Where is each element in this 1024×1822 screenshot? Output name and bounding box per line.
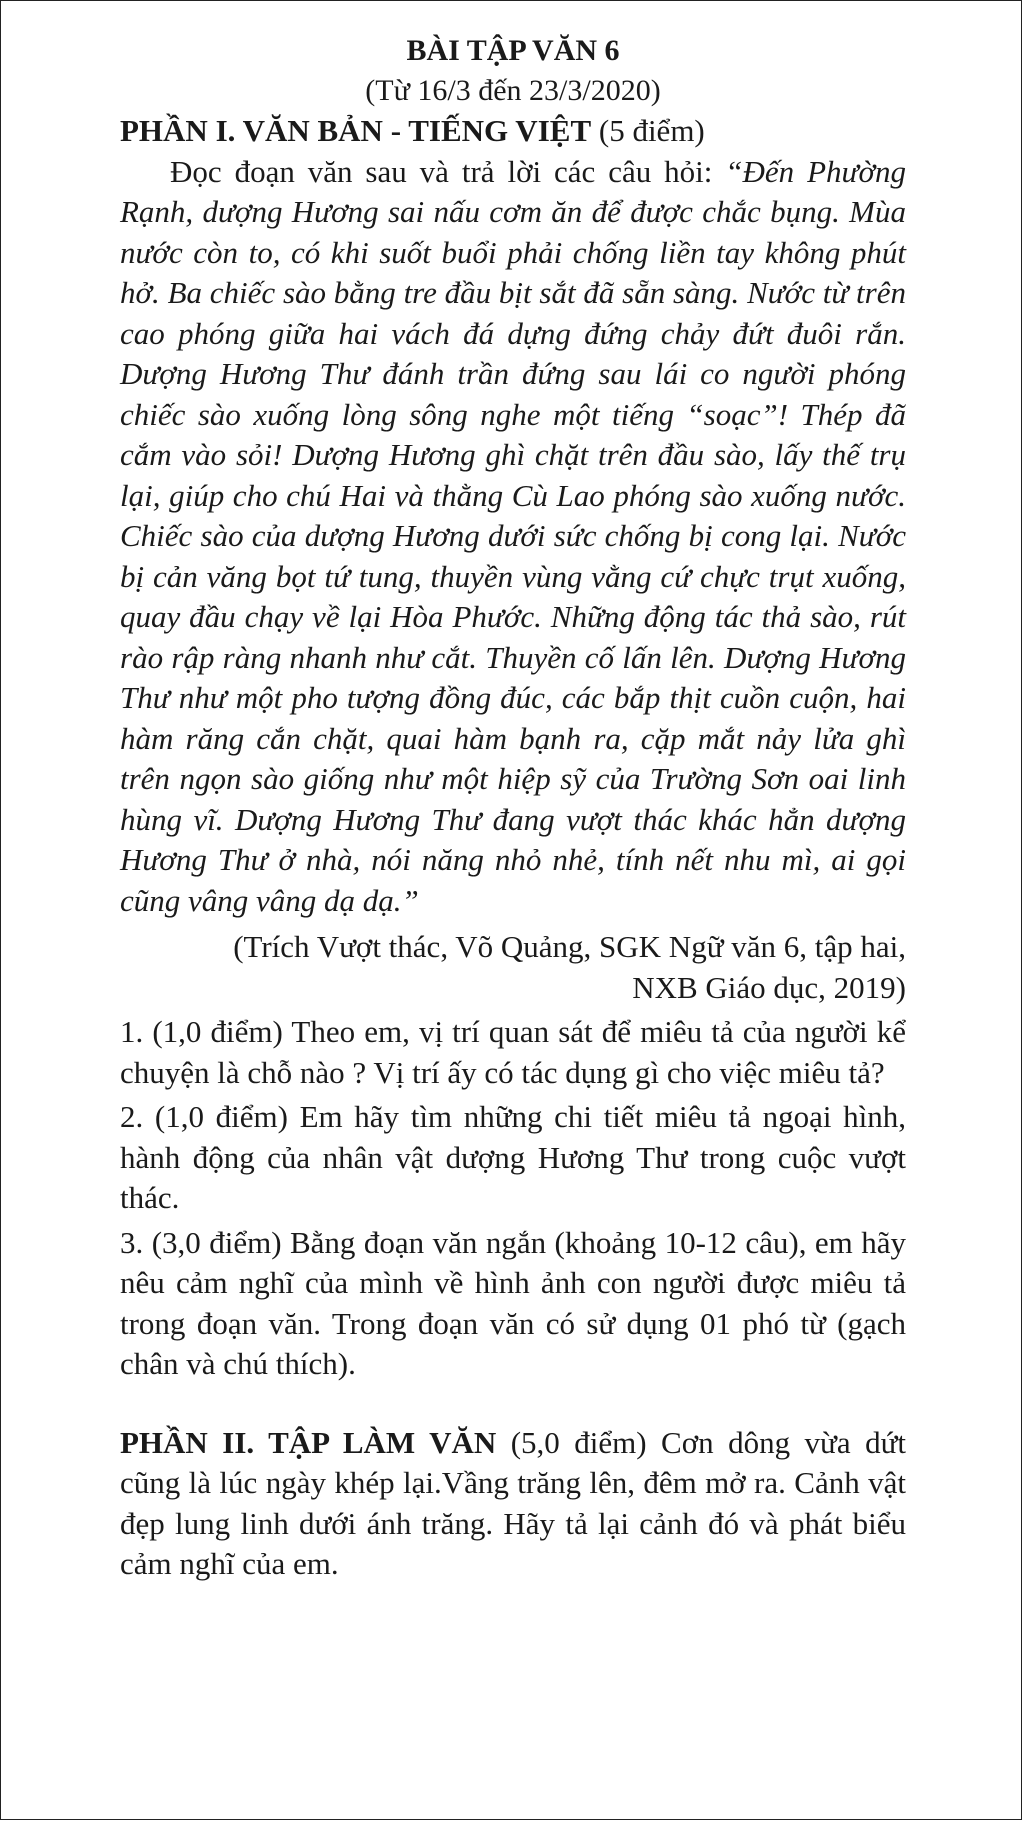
question-2: 2. (1,0 điểm) Em hãy tìm những chi tiết miêu tả ngoại hình, hành động của nhân vật dượng Hương Thư trong cuộc vượt thác. xyxy=(120,1099,906,1215)
part1-heading-line xyxy=(120,111,906,152)
reading-passage xyxy=(120,152,906,922)
source-line-1: (Trích Vượt thác, Võ Quảng, SGK Ngữ văn 6, tập hai, xyxy=(233,929,906,964)
question-3: 3. (3,0 điểm) Bằng đoạn văn ngắn (khoảng 10-12 câu), em hãy nêu cảm nghĩ của mình về hình ảnh con người được miêu tả trong đoạn văn. Trong đoạn văn có sử dụng 01 phó từ (gạch chân và chú thích). xyxy=(120,1224,906,1381)
date-range: (Từ 16/3 đến 23/3/2020) xyxy=(365,74,661,107)
source-line-2: NXB Giáo dục, 2019) xyxy=(632,969,906,1005)
passage-text: “Đến Phường Rạnh, dượng Hương sai nấu cơm ăn để được chắc bụng. Mùa nước còn to, có khi suốt buổi phải chống liền tay không phút hở. Ba chiếc sào bằng tre đầu bịt sắt đã sẵn sàng. Nước từ trên cao phóng giữa hai vách đá dựng đứng chảy đứt đuôi rắn. Dượng Hương Thư đánh trần đứng sau lái co người phóng chiếc sào xuống lòng sông nghe một tiếng “soạc”! Thép đã cắm vào sỏi! Dượng Hương ghì chặt trên đầu sào, lấy thế trụ lại, giúp cho chú Hai và thằng Cù Lao phóng sào xuống nước. Chiếc sào của dượng Hương dưới sức chống bị cong lại. Nước bị cản văng bọt tứ tung, thuyền vùng vằng cứ chực trụt xuống, quay đầu chạy về lại Hòa Phước. Những động tác thả sào, rút rào rập ràng nhanh như cắt. Thuyền cố lấn lên. Dượng Hương Thư như một pho tượng đồng đúc, các bắp thịt cuồn cuộn, hai hàm răng cắn chặt, quai hàm bạnh ra, cặp mắt nảy lửa ghì trên ngọn sào giống như một hiệp sỹ của Trường Sơn oai linh hùng vĩ. Dượng Hương Thư đang vượt thác khác hẳn dượng Hương Thư ở nhà, nói năng nhỏ nhẻ, tính nết nhu mì, ai gọi cũng vâng vâng dạ dạ.” xyxy=(120,153,906,918)
part2-heading: PHẦN II. TẬP LÀM VĂN xyxy=(120,1424,497,1460)
part1-points: (5 điểm) xyxy=(591,113,705,148)
question-1: 1. (1,0 điểm) Theo em, vị trí quan sát để miêu tả của người kể chuyện là chỗ nào ? Vị trí ấy có tác dụng gì cho việc miêu tả? xyxy=(120,1014,906,1090)
document-content xyxy=(120,31,906,1585)
passage-source xyxy=(120,927,906,1008)
document-title: BÀI TẬP VĂN 6 xyxy=(406,34,620,67)
part2-text: (5,0 điểm) Cơn dông vừa dứt cũng là lúc ngày khép lại.Vầng trăng lên, đêm mở ra. Cảnh vật đẹp lung linh dưới ánh trăng. Hãy tả lại cảnh đó và phát biểu cảm nghĩ của em. xyxy=(120,1424,906,1581)
reading-instruction: Đọc đoạn văn sau và trả lời các câu hỏi: xyxy=(170,153,726,189)
part2-section xyxy=(120,1423,906,1585)
part1-heading: PHẦN I. VĂN BẢN - TIẾNG VIỆT xyxy=(120,113,592,148)
